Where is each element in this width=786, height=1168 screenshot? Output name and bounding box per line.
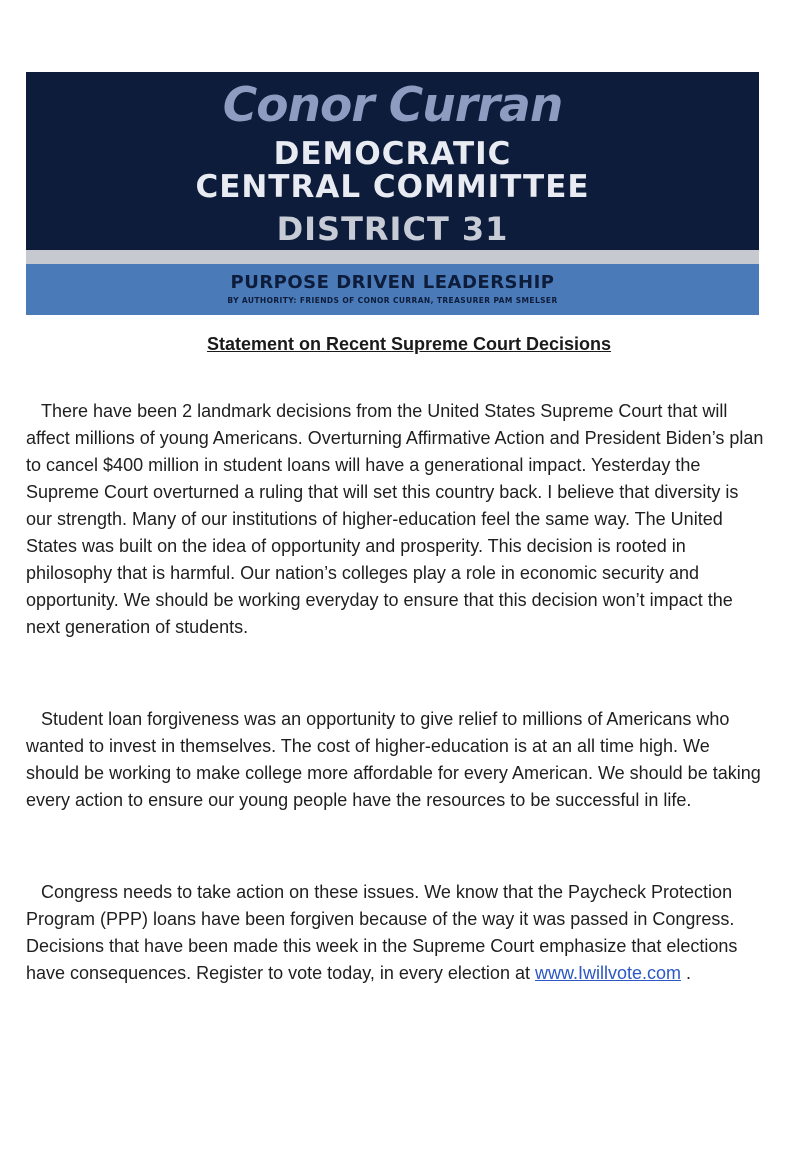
paragraph-3-end: . (681, 963, 692, 983)
iwillvote-link[interactable]: www.Iwillvote.com (534, 963, 682, 983)
banner-divider-stripe (26, 250, 759, 264)
banner-bottom-panel (26, 264, 759, 315)
statement-paragraph-2 (26, 706, 766, 814)
paragraph-2-text: Student loan forgiveness was an opportunity to give relief to millions of Americans who wanted to invest in themselves. The cost of higher-education is at an all time high. We should be working to make college more affordable for every American. We should be taking every action to ensure our young people have the resources to be successful in life. (26, 709, 761, 810)
banner-line-democratic: DEMOCRATIC (273, 136, 512, 172)
statement-title: Statement on Recent Supreme Court Decisions (206, 334, 612, 354)
candidate-name: Conor Curran (222, 78, 563, 133)
campaign-banner (26, 72, 759, 315)
banner-top-panel (26, 72, 759, 250)
statement-paragraph-3 (26, 879, 766, 987)
banner-slogan: PURPOSE DRIVEN LEADERSHIP (230, 272, 555, 293)
banner-authority-line: BY AUTHORITY: FRIENDS OF CONOR CURRAN, TREASURER PAM SMELSER (227, 296, 558, 305)
banner-line-district: DISTRICT 31 (276, 210, 509, 248)
paragraph-3-text: Congress needs to take action on these issues. We know that the Paycheck Protection Program (PPP) loans have been forgiven because of the way it was passed in Congress. Decisions that have been made this week in the Supreme Court emphasize that elections have consequences. Register to vote today, in every election at (26, 882, 738, 983)
banner-line-central-committee: CENTRAL COMMITTEE (195, 169, 590, 205)
statement-paragraph-1 (26, 398, 766, 641)
paragraph-1-text: There have been 2 landmark decisions from the United States Supreme Court that will affect millions of young Americans. Overturning Affirmative Action and President Biden’s plan to cancel $400 million in student loans will have a generational impact. Yesterday the Supreme Court overturned a ruling that will set this country back. I believe that diversity is our strength. Many of our institutions of higher-education feel the same way. The United States was built on the idea of opportunity and prosperity. This decision is rooted in philosophy that is harmful. Our nation’s colleges play a role in economic security and opportunity. We should be working everyday to ensure that this decision won’t impact the next generation of students. (26, 401, 764, 637)
